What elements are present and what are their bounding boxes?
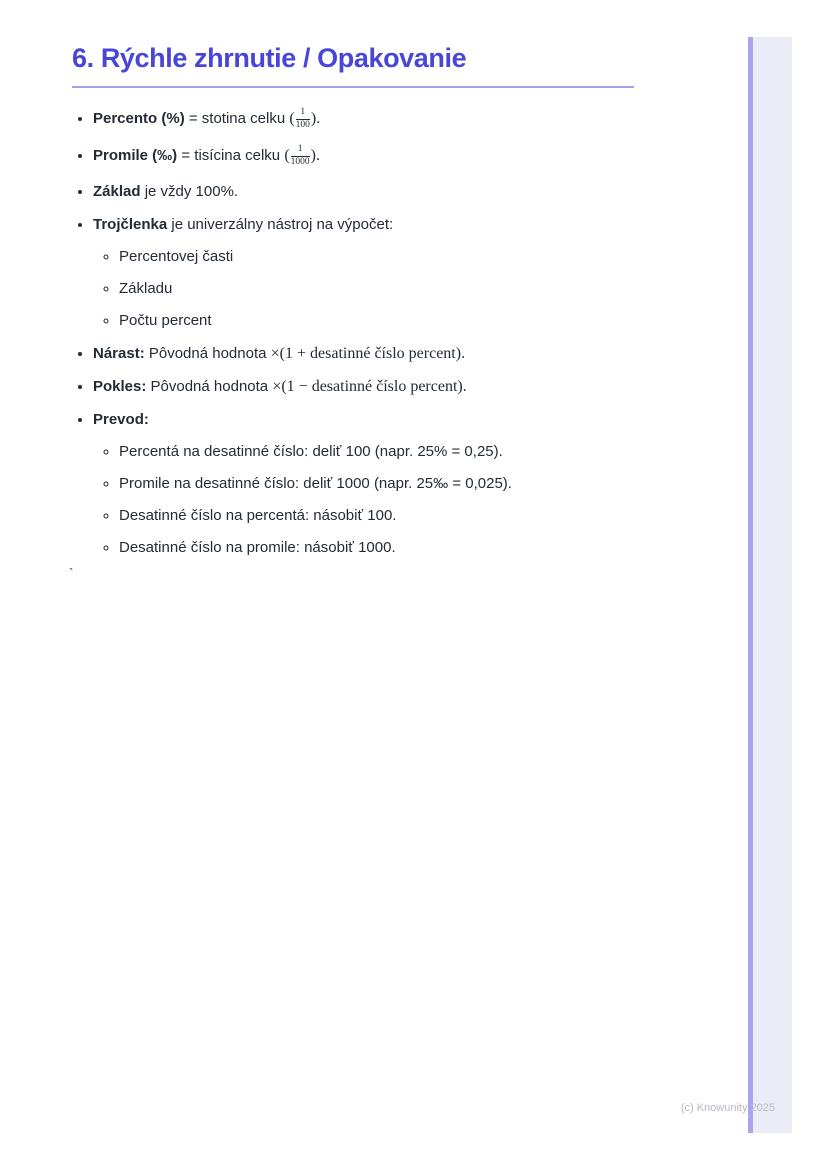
sub-item: ◦ Percentovej časti (119, 247, 637, 266)
text-pokles: Pôvodná hodnota (146, 377, 273, 395)
page-title: 6. Rýchle zhrnutie / Opakovanie (72, 43, 467, 73)
text-zaklad: je vždy 100%. (140, 182, 239, 200)
sub-item: ◦ Desatinné číslo na promile: násobiť 1000. (119, 538, 637, 557)
text-trojclenka: je univerzálny nástroj na výpočet: (167, 215, 394, 233)
copyright-text: (c) Knowunity 2025 (680, 1102, 775, 1114)
prevod-sub-list (93, 442, 637, 557)
text-promile: = tisícina celku (177, 147, 285, 165)
math-narast-formula: ×(1 + desatinné číslo percent). (270, 344, 466, 362)
sub-item: ◦ Desatinné číslo na percentá: násobiť 100. (119, 506, 637, 525)
sub-item: ◦ Počtu percent (119, 311, 637, 330)
sub-item: ◦ Promile na desatinné číslo: deliť 1000 (napr. 25‰ = 0,025). (119, 474, 637, 493)
term-zaklad: Základ (93, 182, 141, 200)
trojclenka-sub-list (93, 247, 637, 330)
page-edge-line (748, 37, 753, 1133)
page-edge-band (753, 37, 792, 1133)
list-item-percento (93, 108, 637, 131)
text-narast: Pôvodná hodnota (144, 344, 271, 362)
title-underline (72, 86, 634, 88)
stray-backtick: ` (69, 565, 74, 581)
math-pokles-formula: ×(1 − desatinné číslo percent). (272, 377, 467, 395)
list-item-narast (93, 344, 637, 363)
list-item-promile (93, 145, 637, 168)
term-prevod: Prevod: (93, 410, 149, 428)
term-promile: Promile (‰) (93, 147, 178, 165)
term-trojclenka: Trojčlenka (93, 215, 168, 233)
sub-item: ◦ Percentá na desatinné číslo: deliť 100 (napr. 25% = 0,25). (119, 442, 637, 461)
text-percento: = stotina celku (184, 110, 290, 128)
list-item-trojclenka (93, 215, 637, 330)
sub-item: ◦ Základu (119, 279, 637, 298)
summary-list (72, 108, 637, 557)
math-fraction-1000: ( $\frac{1}{1000}$ ). (284, 143, 320, 167)
term-pokles: Pokles: (93, 377, 147, 395)
list-item-pokles (93, 377, 637, 396)
term-narast: Nárast: (93, 344, 145, 362)
math-fraction-100: ( $\frac{1}{100}$ ). (289, 107, 321, 130)
document-content (72, 42, 637, 571)
term-percento: Percento (%) (93, 110, 185, 128)
list-item-prevod (93, 410, 637, 557)
list-item-zaklad (93, 182, 637, 201)
